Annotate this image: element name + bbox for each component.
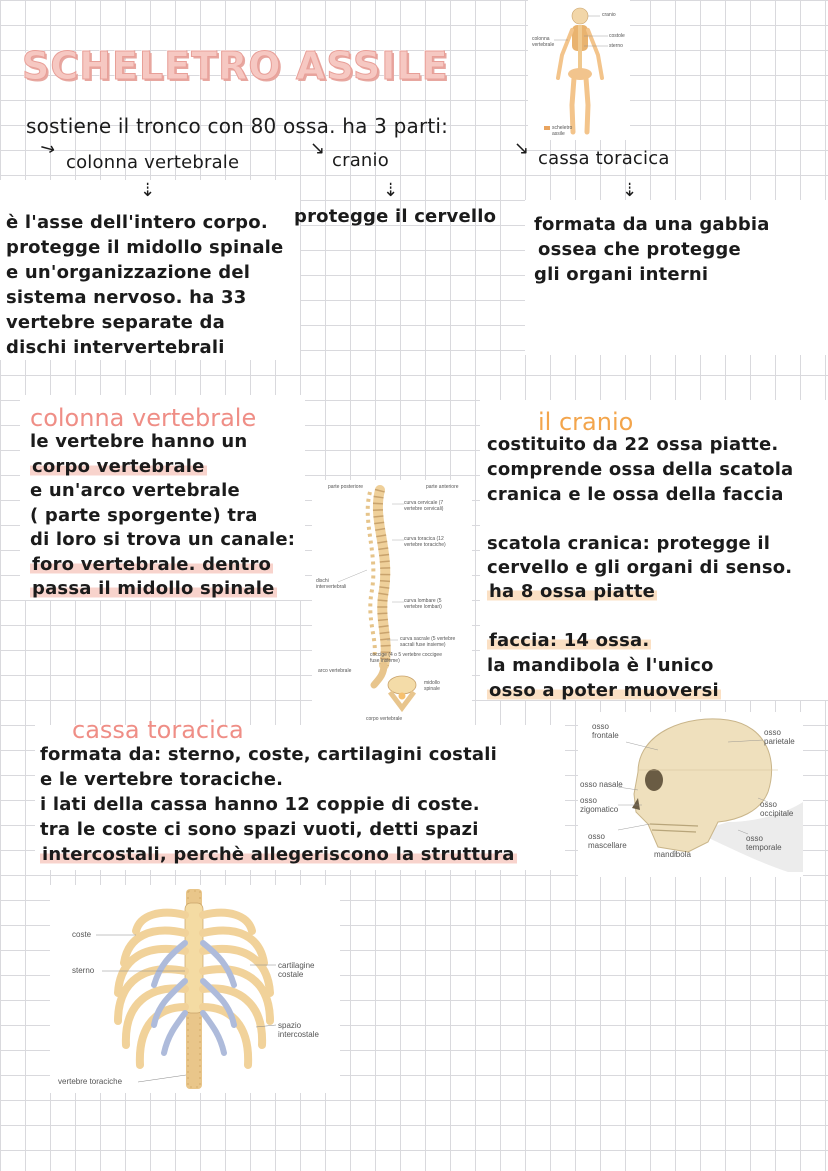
text-line: corpo vertebrale — [32, 455, 205, 477]
text-line: costituito da 22 ossa piatte. — [487, 434, 779, 455]
spine-label-sacrale: curva sacrale (5 vertebre sacrali fuse insieme) — [400, 636, 456, 648]
cassa-description — [534, 212, 770, 287]
text-line: vertebre separate da — [6, 312, 225, 333]
scatola-text — [487, 532, 792, 604]
page-title: SCHELETRO ASSILE — [22, 44, 449, 88]
text-line: di loro si trova un canale: — [30, 529, 296, 550]
down-arrow-icon: ⇣ — [140, 180, 156, 201]
cranio-heading: il cranio — [538, 408, 634, 436]
cranio-text — [487, 432, 793, 507]
text-line-highlight — [30, 455, 295, 480]
skeleton-label-colonna: colonna vertebrale — [532, 36, 555, 48]
down-arrow-icon: ⇣ — [383, 180, 399, 201]
rib-label-vertebre: vertebre toraciche — [58, 1077, 123, 1086]
skull-label-mascellare: osso mascellare — [588, 832, 627, 850]
text-line: i lati della cassa hanno 12 coppie di coste. — [40, 794, 480, 815]
text-line: comprende ossa della scatola — [487, 459, 794, 480]
text-line-highlight — [40, 842, 517, 867]
text-line: formata da una gabbia — [534, 214, 770, 235]
spine-top-label-left: parte posteriore — [328, 484, 364, 490]
skull-label-zigomatico: osso zigomatico — [580, 796, 619, 814]
spine-label-cervicale: curva cervicale (7 vertebre cervicali) — [404, 500, 444, 512]
part-label-colonna: colonna vertebrale — [66, 152, 240, 173]
text-line-highlight — [487, 678, 721, 703]
text-line: sistema nervoso. ha 33 — [6, 287, 247, 308]
text-line: protegge il midollo spinale — [6, 237, 284, 258]
skull-label-occipitale: osso occipitale — [760, 800, 794, 818]
rib-label-coste: coste — [72, 930, 92, 939]
spine-label-midollo: midollo spinale — [424, 680, 440, 692]
ribcage-figure — [50, 885, 340, 1093]
skull-label-mandibola: mandibola — [654, 850, 691, 859]
text-line: faccia: 14 ossa. — [489, 630, 650, 651]
spine-figure — [312, 480, 472, 735]
text-line: la mandibola è l'unico — [487, 655, 714, 676]
text-line: gli organi interni — [534, 264, 709, 285]
skull-figure — [578, 712, 803, 877]
skull-label-temporale: osso temporale — [746, 834, 782, 852]
text-line: ha 8 ossa piatte — [489, 581, 656, 602]
text-line-highlight — [487, 628, 721, 653]
arrow-icon: ↘ — [310, 138, 326, 159]
colonna-text — [30, 430, 295, 602]
text-line: formata da: sterno, coste, cartilagini costali — [40, 744, 497, 765]
spine-label-arco: arco vertebrale — [318, 668, 352, 674]
spine-label-corpo: corpo vertebrale — [366, 716, 403, 722]
arrow-icon: ↘ — [514, 138, 530, 159]
skull-label-nasale: osso nasale — [580, 780, 623, 789]
faccia-text — [487, 628, 721, 703]
text-line: scatola cranica: protegge il — [487, 533, 771, 554]
skeleton-label-costole: costole — [609, 33, 625, 39]
colonna-description — [6, 210, 283, 360]
skull-label-parietale: osso parietale — [764, 728, 795, 746]
spine-top-label-right: parte anteriore — [426, 484, 459, 490]
skeleton-illustration — [528, 0, 630, 140]
ribcage-illustration — [50, 885, 340, 1093]
text-line-highlight — [30, 577, 295, 602]
cassa-heading: cassa toracica — [72, 716, 244, 744]
skeleton-figure — [528, 0, 630, 140]
text-line: passa il midollo spinale — [32, 578, 275, 599]
text-line: e un'organizzazione del — [6, 262, 251, 283]
text-line: ( parte sporgente) tra — [30, 504, 258, 526]
spine-label-coccige: coccige (4 o 5 vertebre coccigee fuse insieme) — [370, 652, 442, 664]
text-line: foro vertebrale. dentro — [32, 553, 272, 575]
skeleton-label-sterno: sterno — [609, 43, 623, 49]
text-line: dischi intervertebrali — [6, 337, 225, 358]
text-line: osso a poter muoversi — [489, 680, 719, 701]
skeleton-legend: scheletro assile — [552, 125, 573, 137]
text-line: e un'arco vertebrale — [30, 480, 240, 501]
arrow-icon: ↘ — [35, 135, 60, 162]
text-line: cranica e le ossa della faccia — [487, 484, 784, 505]
part-label-cassa: cassa toracica — [538, 148, 670, 169]
intro-text: sostiene il tronco con 80 ossa. ha 3 parti: — [26, 114, 449, 138]
text-line: intercostali, perchè allegeriscono la struttura — [42, 844, 515, 865]
skull-label-frontale: osso frontale — [592, 722, 619, 740]
text-line-highlight — [30, 553, 295, 578]
skeleton-label-cranio: cranio — [602, 12, 616, 18]
text-line-highlight — [487, 580, 792, 604]
rib-label-cartilagine: cartilagine costale — [278, 961, 315, 979]
down-arrow-icon: ⇣ — [622, 180, 638, 201]
text-line: ossea che protegge — [538, 239, 741, 260]
rib-label-spazio: spazio intercostale — [278, 1021, 319, 1039]
rib-label-sterno: sterno — [72, 966, 95, 975]
text-line: cervello e gli organi di senso. — [487, 557, 793, 578]
text-line: le vertebre hanno un — [30, 431, 248, 452]
cassa-text — [40, 742, 517, 867]
spine-label-dischi: dischi intervertebrali — [316, 578, 347, 590]
spine-label-toracica: curva toracica (12 vertebre toraciche) — [404, 536, 446, 548]
text-line: tra le coste ci sono spazi vuoti, detti spazi — [40, 819, 479, 840]
spine-label-lombare: curva lombare (5 vertebre lombari) — [404, 598, 442, 610]
cranio-description: protegge il cervello — [294, 206, 497, 227]
part-label-cranio: cranio — [332, 150, 389, 171]
text-line: e le vertebre toraciche. — [40, 769, 284, 790]
colonna-heading: colonna vertebrale — [30, 404, 257, 432]
text-line: è l'asse dell'intero corpo. — [6, 212, 268, 233]
